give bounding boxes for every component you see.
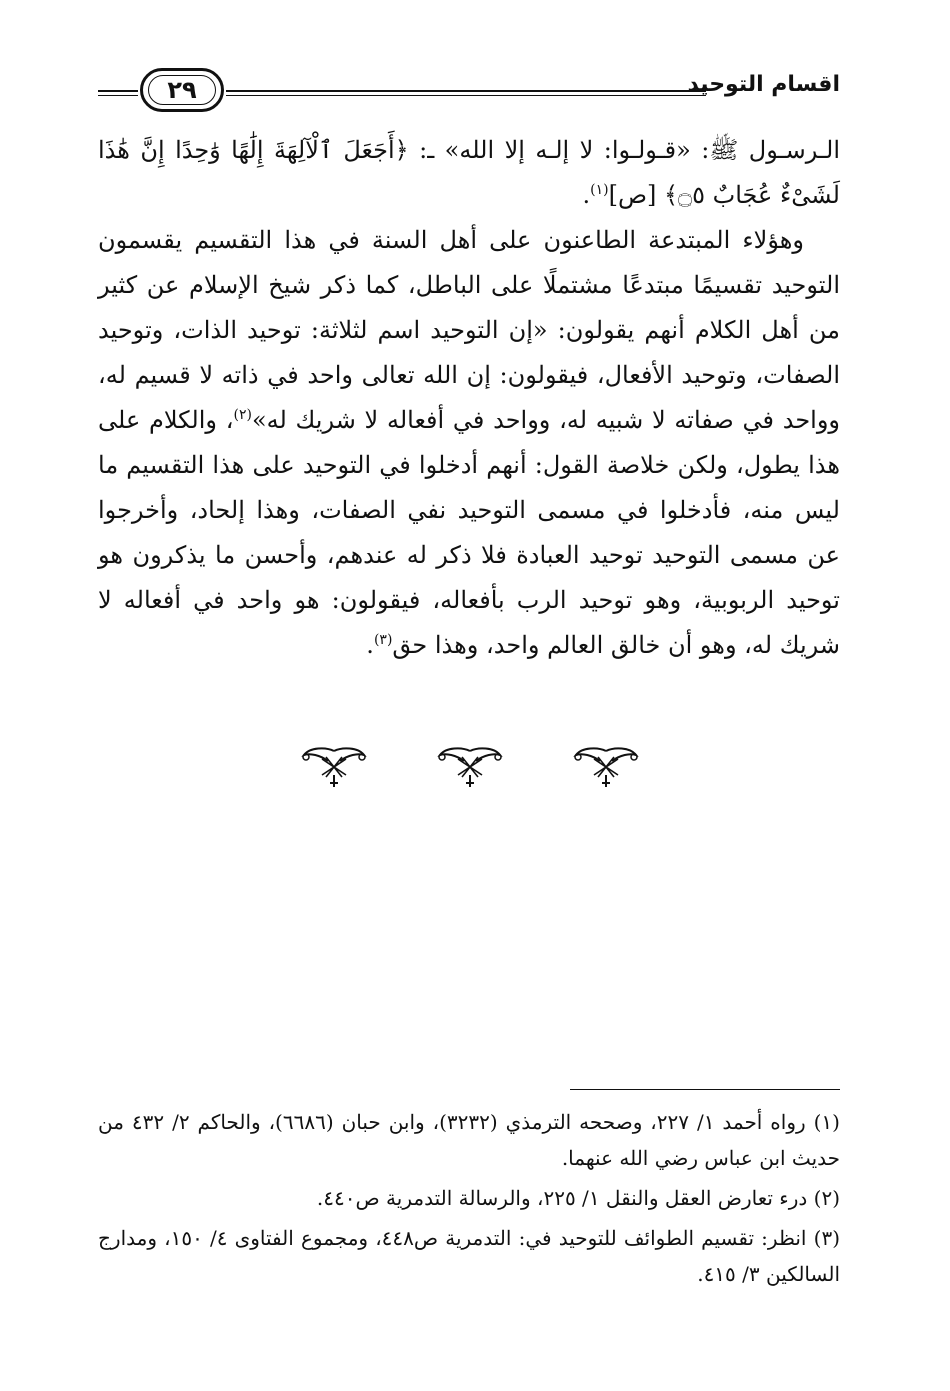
running-title: اقسام التوحيد [687, 72, 840, 97]
page-number-frame [140, 68, 224, 112]
paragraph-text: وهؤلاء المبتدعة الطاعنون على أهل السنة في هذا التقسيم يقسمون التوحيد تقسيمًا مبتدعًا مشتملًا على الباطل، كما ذكر شيخ الإسلام عن كثير من أهل الكلام أنهم يقولون: «إن التوحيد اسم لثلاثة: توحيد الذات، وتوحيد الصفات، وتوحيد الأفعال، فيقولون: إن الله تعالى واحد في ذاته لا قسيم له، وواحد في صفاته لا شبيه له، وواحد في أفعاله لا شريك له» [98, 226, 840, 434]
footnote-ref: (٢) [233, 407, 252, 423]
footnotes [98, 1104, 840, 1296]
page-number: ٢٩ [167, 76, 197, 104]
footnote-ref: (١) [590, 182, 609, 198]
fleuron-ornament-icon [572, 745, 640, 789]
header-rule [98, 90, 138, 92]
footnote-ref: (٣) [373, 632, 393, 648]
paragraph: الـرسـول ﷺ: «قـولـوا: لا إلـه إلا الله» ـ: ﴿أَجَعَلَ ٱلْآلِهَةَ إِلَٰهًا وَٰحِدًا إِنَّ هَٰذَا لَشَىْءٌ عُجَابٌ ۝٥﴾ [ص]$^{(١)}$. [98, 136, 840, 209]
header-rule [226, 90, 706, 92]
paragraph-text: الـرسـول ﷺ: «قـولـوا: لا إلـه إلا الله» ـ: ﴿أَجَعَلَ ٱلْآلِهَةَ إِلَٰهًا وَٰحِدًا إِنَّ هَٰذَا لَشَىْءٌ عُجَابٌ ۝٥﴾ [ص] [98, 136, 840, 209]
header-rule [226, 95, 706, 96]
section-divider [300, 742, 640, 792]
header-rule [98, 95, 138, 96]
footnote: (١) رواه أحمد ١/ ٢٢٧، وصححه الترمذي (٣٢٣٢)، وابن حبان (٦٦٨٦)، والحاكم ٢/ ٤٣٢ من حديث ابن عباس رضي الله عنهما. [98, 1110, 840, 1170]
main-text [98, 128, 840, 668]
footnote-separator [570, 1089, 840, 1090]
paragraph-text: ، والكلام على هذا يطول، ولكن خلاصة القول: أنهم أدخلوا في التوحيد على هذا التقسيم ما ليس منه، فأدخلوا في مسمى التوحيد نفي الصفات، وهذا إلحاد، وأخرجوا عن مسمى التوحيد توحيد العبادة فلا ذكر له عندهم، وأحسن ما يذكرون هو توحيد الربوبية، وهو توحيد الرب بأفعاله، فيقولون: هو واحد في أفعاله لا شريك له، وهو أن خالق العالم واحد، وهذا حق [98, 406, 840, 659]
footnote: (٢) درء تعارض العقل والنقل ١/ ٢٢٥، والرسالة التدمرية ص٤٤٠. [316, 1186, 840, 1210]
fleuron-ornament-icon [436, 745, 504, 789]
fleuron-ornament-icon [300, 745, 368, 789]
page-header [98, 62, 840, 114]
paragraph: وهؤلاء المبتدعة الطاعنون على أهل السنة في هذا التقسيم يقسمون التوحيد تقسيمًا مبتدعًا مشتملًا على الباطل، كما ذكر شيخ الإسلام عن كثير من أهل الكلام أنهم يقولون: «إن التوحيد اسم لثلاثة: توحيد الذات، وتوحيد الصفات، وتوحيد الأفعال، فيقولون: إن الله تعالى واحد في ذاته لا قسيم له، وواحد في صفاته لا شبيه له، وواحد في أفعاله لا شريك له»$^{(٢)}$، والكلام على هذا يطول، ولكن خلاصة القول: أنهم أدخلوا في التوحيد على هذا التقسيم ما ليس منه، فأدخلوا في مسمى التوحيد نفي الصفات، وهذا إلحاد، وأخرجوا عن مسمى التوحيد توحيد العبادة فلا ذكر له عندهم، وأحسن ما يذكرون هو توحيد الربوبية، وهو توحيد الرب بأفعاله، فيقولون: هو واحد في أفعاله لا شريك له، وهو أن خالق العالم واحد، وهذا حق$^{(٣)}$. [98, 226, 840, 659]
footnote: (٣) انظر: تقسيم الطوائف للتوحيد في: التدمرية ص٤٤٨، ومجموع الفتاوى ٤/ ١٥٠، ومدارج السالكين ٣/ ٤١٥. [98, 1226, 840, 1286]
